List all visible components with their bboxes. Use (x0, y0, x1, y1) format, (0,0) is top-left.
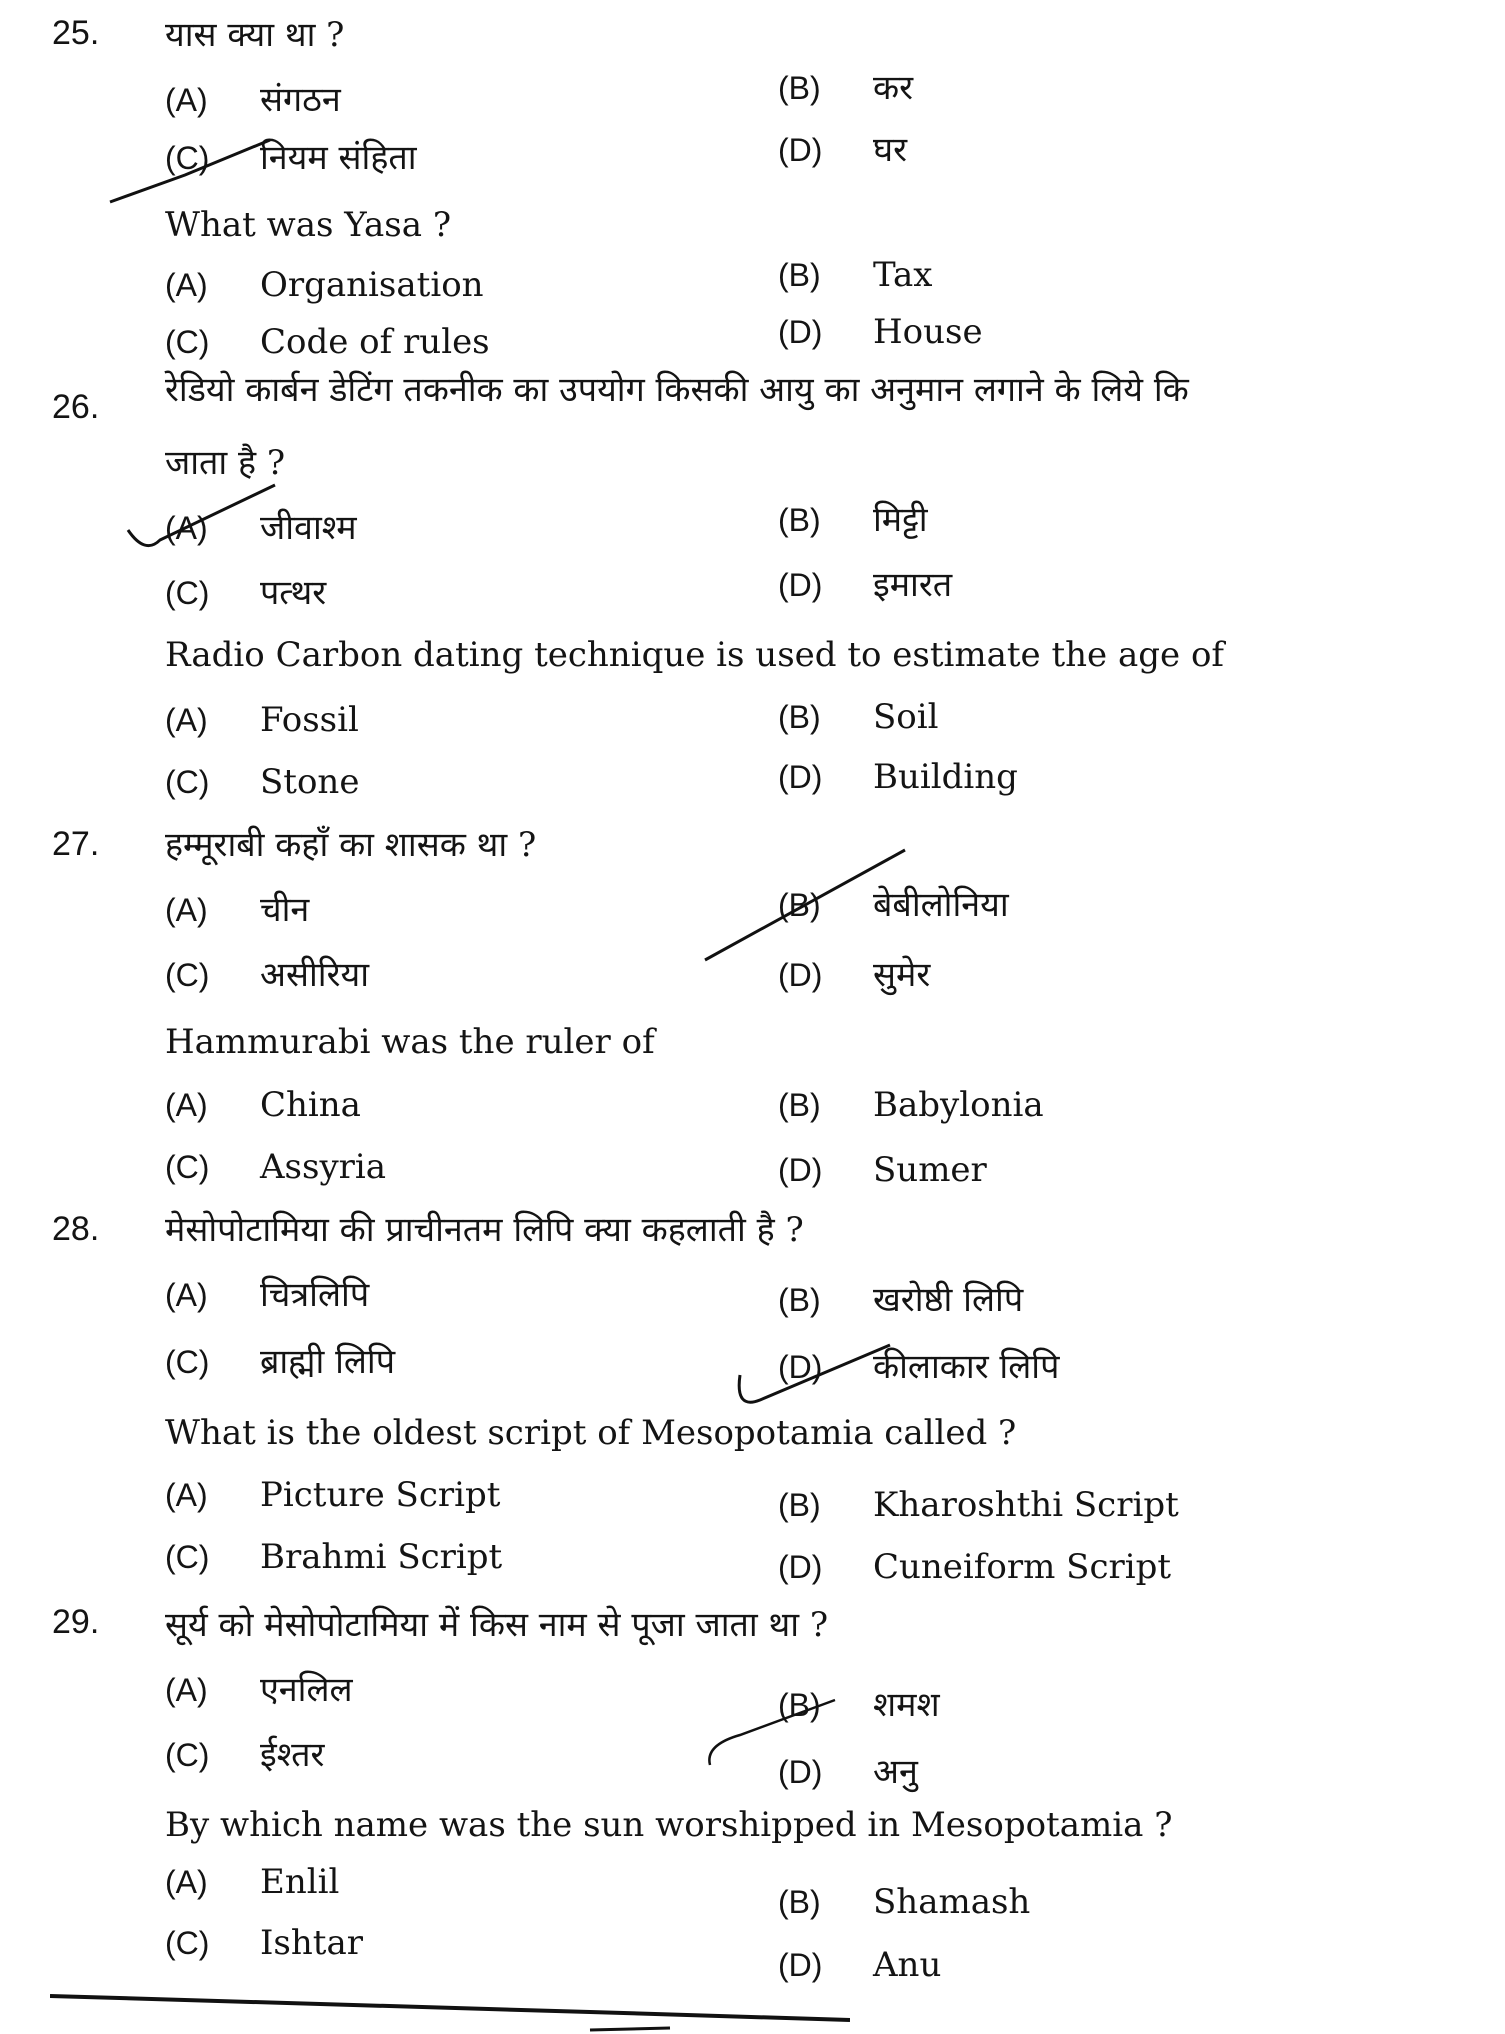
option-c-english[interactable] (165, 1923, 363, 1963)
option-text: घर (873, 130, 907, 170)
option-d-hindi[interactable] (778, 1747, 918, 1793)
option-label: (D) (778, 1549, 823, 1585)
option-label: (A) (165, 702, 208, 738)
bottom-divider-line (50, 1990, 850, 2034)
option-label: (C) (165, 957, 210, 993)
option-text: Stone (260, 762, 360, 802)
option-label: (B) (778, 1687, 821, 1723)
option-text: नियम संहिता (260, 138, 417, 178)
option-label: (D) (778, 567, 823, 603)
option-text: Organisation (260, 265, 484, 305)
option-text: China (260, 1085, 361, 1125)
option-label: (B) (778, 1282, 821, 1318)
question-stem-english: What was Yasa ? (165, 205, 452, 245)
option-text: शमश (873, 1685, 940, 1725)
option-label: (A) (165, 1087, 208, 1123)
option-label: (D) (778, 314, 823, 350)
option-a-hindi[interactable] (165, 1665, 353, 1711)
option-b-hindi[interactable] (778, 1275, 1023, 1321)
option-text: पत्थर (260, 573, 327, 613)
option-text: कर (873, 68, 914, 108)
option-text: Kharoshthi Script (873, 1485, 1179, 1525)
option-d-english[interactable] (778, 757, 1018, 797)
option-text: ईश्तर (260, 1735, 325, 1775)
option-b-english[interactable] (778, 697, 939, 737)
option-label: (B) (778, 1087, 821, 1123)
option-label: (D) (778, 1152, 823, 1188)
option-label: (B) (778, 257, 821, 293)
option-label: (B) (778, 699, 821, 735)
option-text: कीलाकार लिपि (873, 1347, 1060, 1387)
option-label: (C) (165, 1149, 210, 1185)
option-c-hindi[interactable] (165, 1730, 324, 1776)
option-text: Assyria (260, 1147, 387, 1187)
option-c-english[interactable] (165, 1147, 386, 1187)
option-a-hindi[interactable] (165, 885, 309, 931)
option-d-hindi[interactable] (778, 1342, 1059, 1388)
option-text: Brahmi Script (260, 1537, 503, 1577)
option-text: Sumer (873, 1150, 987, 1190)
option-b-hindi[interactable] (778, 495, 928, 541)
option-text: Anu (873, 1945, 942, 1985)
option-d-english[interactable] (778, 312, 983, 352)
option-b-english[interactable] (778, 1085, 1044, 1125)
option-a-english[interactable] (165, 1862, 339, 1902)
option-c-hindi[interactable] (165, 133, 417, 179)
option-label: (A) (165, 510, 208, 546)
option-c-hindi[interactable] (165, 950, 369, 996)
option-label: (C) (165, 575, 210, 611)
option-label: (B) (778, 887, 821, 923)
option-b-english[interactable] (778, 255, 932, 295)
option-d-hindi[interactable] (778, 560, 952, 606)
option-label: (A) (165, 267, 208, 303)
option-a-english[interactable] (165, 265, 484, 305)
option-text: अनु (873, 1752, 918, 1792)
option-c-hindi[interactable] (165, 568, 326, 614)
question-stem-hindi: रेडियो कार्बन डेटिंग तकनीक का उपयोग किसकी आयु का अनुमान लगाने के लिये कि (165, 370, 1189, 410)
option-text: Code of rules (260, 322, 490, 362)
option-label: (A) (165, 82, 208, 118)
option-label: (A) (165, 1277, 208, 1313)
option-text: Soil (873, 697, 939, 737)
option-text: खरोष्ठी लिपि (873, 1280, 1024, 1320)
option-text: Ishtar (260, 1923, 363, 1963)
option-a-hindi[interactable] (165, 75, 341, 121)
option-text: संगठन (260, 80, 341, 120)
option-text: चीन (260, 890, 310, 930)
option-text: Picture Script (260, 1475, 501, 1515)
option-label: (D) (778, 1754, 823, 1790)
option-label: (C) (165, 1737, 210, 1773)
option-label: (B) (778, 1487, 821, 1523)
option-text: ब्राह्मी लिपि (260, 1342, 396, 1382)
option-label: (C) (165, 1925, 210, 1961)
option-text: Cuneiform Script (873, 1547, 1172, 1587)
option-c-english[interactable] (165, 322, 490, 362)
option-d-hindi[interactable] (778, 950, 930, 996)
question-number: 29. (52, 1603, 100, 1641)
option-text: असीरिया (260, 955, 370, 995)
option-b-english[interactable] (778, 1882, 1030, 1922)
option-label: (A) (165, 892, 208, 928)
option-text: इमारत (873, 565, 953, 605)
option-label: (C) (165, 324, 210, 360)
option-label: (C) (165, 1344, 210, 1380)
option-c-english[interactable] (165, 762, 359, 802)
option-label: (D) (778, 759, 823, 795)
question-stem-hindi: सूर्य को मेसोपोटामिया में किस नाम से पूजा जाता था ? (165, 1605, 829, 1645)
question-stem-english: What is the oldest script of Mesopotamia called ? (165, 1413, 1017, 1453)
option-c-english[interactable] (165, 1537, 502, 1577)
option-a-hindi[interactable] (165, 1270, 369, 1316)
option-label: (A) (165, 1864, 208, 1900)
question-stem-hindi-continued: जाता है ? (165, 443, 286, 483)
option-label: (B) (778, 70, 821, 106)
question-stem-hindi: मेसोपोटामिया की प्राचीनतम लिपि क्या कहलाती है ? (165, 1210, 804, 1250)
question-stem-english: Hammurabi was the ruler of (165, 1022, 655, 1062)
option-text: Babylonia (873, 1085, 1044, 1125)
question-number: 26. (52, 388, 100, 426)
option-b-hindi[interactable] (778, 1680, 940, 1726)
option-a-hindi[interactable] (165, 503, 357, 549)
option-label: (C) (165, 764, 210, 800)
option-text: Enlil (260, 1862, 340, 1902)
option-text: जीवाश्म (260, 508, 357, 548)
option-text: Shamash (873, 1882, 1031, 1922)
option-text: House (873, 312, 983, 352)
question-stem-hindi: यास क्या था ? (165, 15, 345, 55)
option-label: (D) (778, 1947, 823, 1983)
question-stem-hindi: हम्मूराबी कहाँ का शासक था ? (165, 825, 537, 865)
option-b-hindi[interactable] (778, 63, 913, 109)
option-a-english[interactable] (165, 700, 359, 740)
option-b-hindi[interactable] (778, 880, 1009, 926)
option-text: चित्रलिपि (260, 1275, 370, 1315)
option-d-english[interactable] (778, 1547, 1171, 1587)
question-number: 25. (52, 14, 100, 52)
option-c-hindi[interactable] (165, 1337, 395, 1383)
option-label: (B) (778, 1884, 821, 1920)
option-label: (D) (778, 957, 823, 993)
option-text: बेबीलोनिया (873, 885, 1009, 925)
question-number: 27. (52, 825, 100, 863)
option-label: (D) (778, 1349, 823, 1385)
option-a-english[interactable] (165, 1475, 500, 1515)
option-label: (C) (165, 1539, 210, 1575)
option-d-english[interactable] (778, 1945, 941, 1985)
option-label: (A) (165, 1477, 208, 1513)
option-text: सुमेर (873, 955, 931, 995)
option-d-hindi[interactable] (778, 125, 907, 171)
question-stem-english: By which name was the sun worshipped in Mesopotamia ? (165, 1805, 1173, 1845)
option-text: Fossil (260, 700, 359, 740)
question-stem-english: Radio Carbon dating technique is used to estimate the age of (165, 635, 1224, 675)
option-text: एनलिल (260, 1670, 353, 1710)
option-text: Tax (873, 255, 933, 295)
option-label: (A) (165, 1672, 208, 1708)
option-d-english[interactable] (778, 1150, 987, 1190)
question-number: 28. (52, 1210, 100, 1248)
option-label: (B) (778, 502, 821, 538)
option-text: मिट्टी (873, 500, 928, 540)
option-label: (D) (778, 132, 823, 168)
option-a-english[interactable] (165, 1085, 361, 1125)
option-label: (C) (165, 140, 210, 176)
option-text: Building (873, 757, 1018, 797)
option-b-english[interactable] (778, 1485, 1179, 1525)
